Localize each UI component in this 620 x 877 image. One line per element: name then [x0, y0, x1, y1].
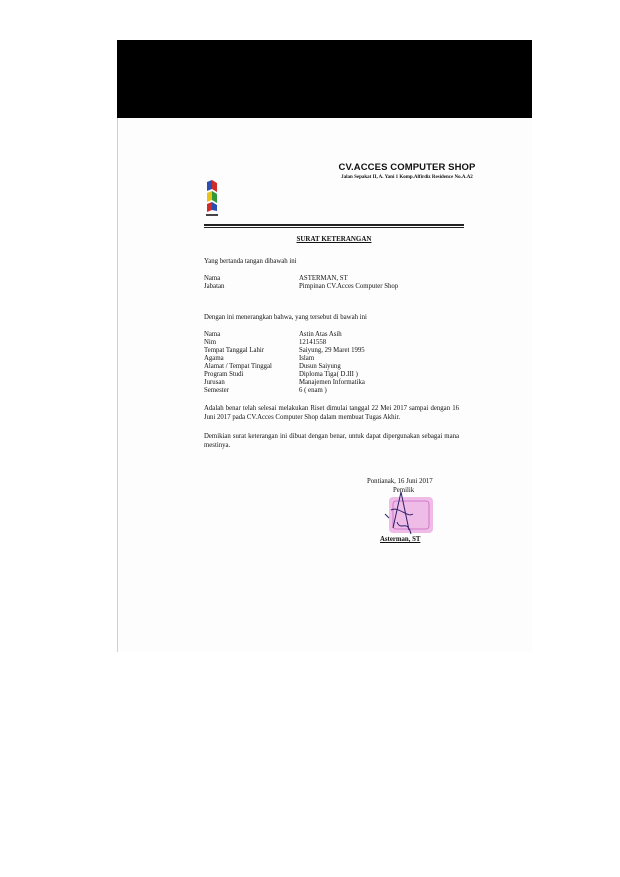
signer-title: Pemilik [393, 487, 415, 494]
company-logo-icon [205, 180, 219, 218]
company-address: Jalan Sepakat II, A. Yani 1 Komp.Alfirdiz Residence No.A.A2 [341, 175, 473, 180]
field-label: Program Studi [204, 371, 244, 378]
field-value: 12141558 [299, 339, 327, 346]
letterhead-rule [204, 224, 464, 226]
letter-title: SURAT KETERANGAN [296, 235, 372, 243]
field-label: Nama [204, 275, 221, 282]
field-label: Nim [204, 339, 217, 346]
field-label: Jurusan [204, 379, 225, 386]
field-value: 6 ( enam ) [299, 387, 327, 394]
body-paragraph: Adalah benar telah selesai melakukan Riset dimulai tanggal 22 Mei 2017 sampai dengan 16 Juni 2017 pada CV.Acces Computer Shop dalam membuat Tugas Akhir. [204, 405, 459, 421]
letterhead [267, 162, 547, 180]
field-value: Pimpinan CV.Acces Computer Shop [299, 283, 399, 290]
field-value: ASTERMAN, ST [299, 275, 348, 282]
field-label: Tempat Tanggal Lahir [204, 347, 265, 354]
letterhead-rule-thin [204, 227, 464, 228]
signer-name: Asterman, ST [380, 536, 421, 543]
field-label: Semester [204, 387, 229, 394]
handwritten-signature-icon [379, 488, 425, 538]
field-label: Alamat / Tempat Tinggal [204, 363, 272, 370]
intro-text: Yang bertanda tangan dibawah ini [204, 258, 297, 265]
statement-intro: Dengan ini menerangkan bahwa, yang tersebut di bawah ini [204, 314, 367, 321]
closing-paragraph: Demikian surat keterangan ini dibuat dengan benar, untuk dapat dipergunakan sebagai mana mestinya. [204, 433, 459, 449]
field-value: Diploma Tiga( D.III ) [299, 371, 358, 378]
field-value: Islam [299, 355, 315, 362]
scan-black-band [117, 40, 532, 118]
field-label: Jabatan [204, 283, 225, 290]
scanned-letter [117, 40, 532, 652]
field-value: Astin Atas Asih [299, 331, 342, 338]
scan-edge-line [117, 118, 118, 652]
field-value: Dusun Saiyung [299, 363, 341, 370]
company-name: CV.ACCES COMPUTER SHOP [338, 162, 476, 173]
field-value: Manajemen Informatika [299, 379, 365, 386]
field-value: Saiyung, 29 Maret 1995 [299, 347, 365, 354]
field-label: Nama [204, 331, 221, 338]
field-label: Agama [204, 355, 224, 362]
place-date: Pontianak, 16 Juni 2017 [367, 478, 433, 485]
